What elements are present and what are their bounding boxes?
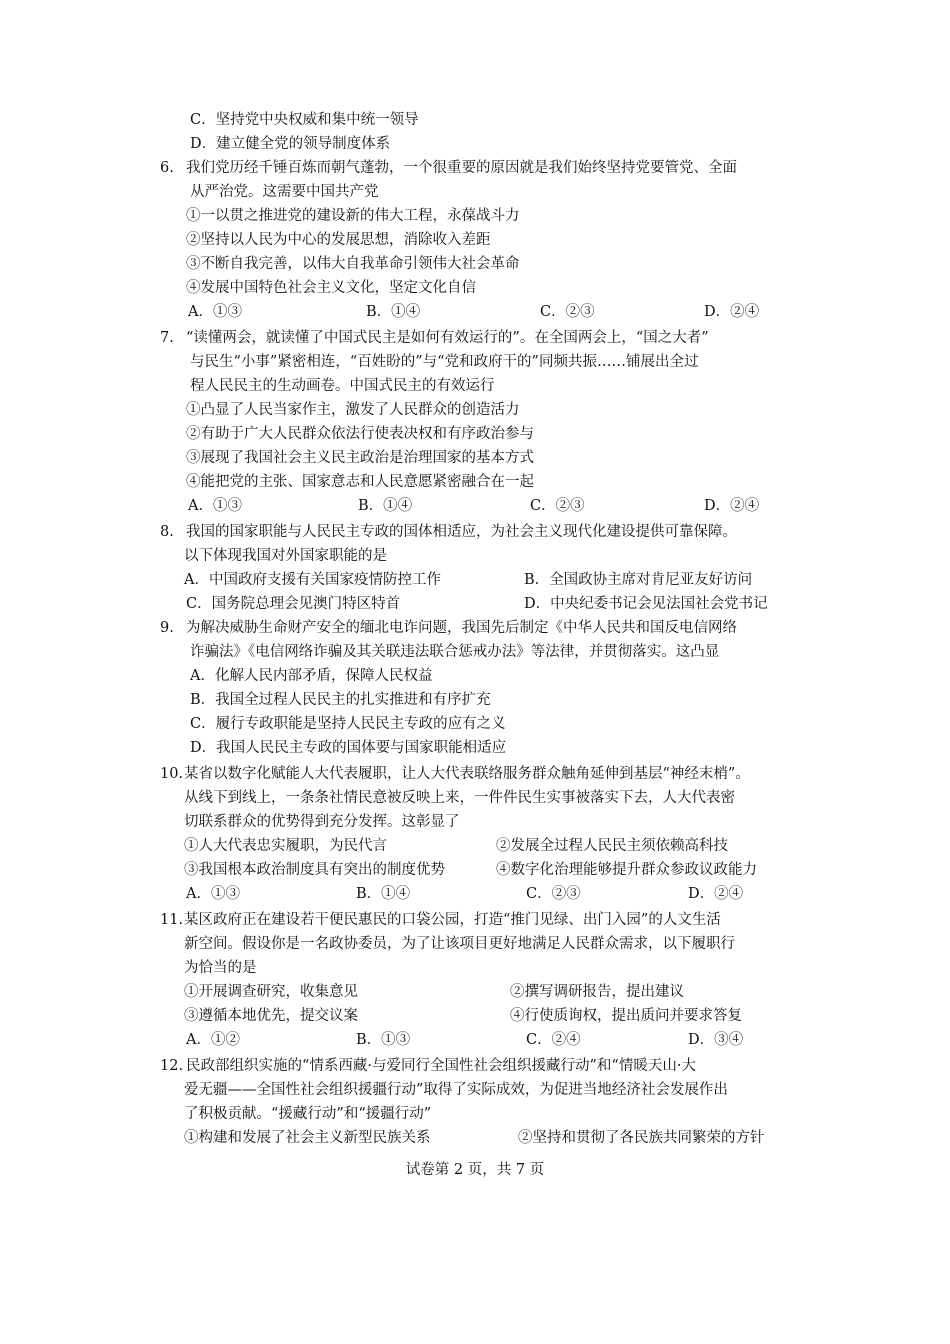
q7-option-c: C．②③ <box>530 498 585 514</box>
q6-number: 6. <box>160 160 174 176</box>
q9-option-c: C．履行专政职能是坚持人民民主专政的应有之义 <box>190 716 506 732</box>
q6-item-4: ④发展中国特色社会主义文化，坚定文化自信 <box>186 280 476 296</box>
q11-item-2: ②撰写调研报告，提出建议 <box>510 984 684 1000</box>
q12-item-1: ①构建和发展了社会主义新型民族关系 <box>184 1130 431 1146</box>
q5-option-c: C．坚持党中央权威和集中统一领导 <box>190 112 419 128</box>
q7-option-d: D．②④ <box>704 498 760 514</box>
q9-stem-line2: 诈骗法》《电信网络诈骗及其关联违法联合惩戒办法》等法律，并贯彻落实。这凸显 <box>190 644 720 660</box>
q8-option-c: C．国务院总理会见澳门特区特首 <box>186 596 401 612</box>
q9-number: 9. <box>160 620 174 636</box>
q8-option-b: B．全国政协主席对肯尼亚友好访问 <box>524 572 753 588</box>
q7-option-a: A．①③ <box>188 498 242 514</box>
q12-stem-line3: 了积极贡献。“援藏行动”和“援疆行动” <box>184 1106 432 1122</box>
q6-stem-line2: 从严治党。这需要中国共产党 <box>190 184 379 200</box>
q5-option-d: D．建立健全党的领导制度体系 <box>190 136 391 152</box>
q7-stem-line3: 程人民民主的生动画卷。中国式民主的有效运行 <box>190 378 495 394</box>
q7-item-1: ①凸显了人民当家作主，激发了人民群众的创造活力 <box>186 402 520 418</box>
q12-item-2: ②坚持和贯彻了各民族共同繁荣的方针 <box>518 1130 765 1146</box>
q10-item-2: ②发展全过程人民民主须依赖高科技 <box>496 838 728 854</box>
q7-stem-line1: “读懂两会，就读懂了中国式民主是如何有效运行的”。在全国两会上，“国之大者” <box>186 330 709 346</box>
q11-stem-line2: 新空间。假设你是一名政协委员，为了让该项目更好地满足人民群众需求，以下履职行 <box>184 936 735 952</box>
q11-stem-line3: 为恰当的是 <box>184 960 257 976</box>
q11-number: 11. <box>160 912 184 928</box>
q11-item-1: ①开展调查研究，收集意见 <box>184 984 358 1000</box>
q6-option-a: A．①③ <box>188 304 242 320</box>
q6-option-b: B．①④ <box>366 304 421 320</box>
q12-stem-line1: 民政部组织实施的“情系西藏·与爱同行全国性社会组织援藏行动”和“情暖天山·大 <box>186 1058 696 1074</box>
q10-option-b: B．①④ <box>356 886 411 902</box>
q8-option-d: D．中央纪委书记会见法国社会党书记 <box>524 596 768 612</box>
q12-number: 12. <box>160 1058 184 1074</box>
q11-stem-line1: 某区政府正在建设若干便民惠民的口袋公园，打造“推门见绿、出门入园”的人文生活 <box>184 912 721 928</box>
q11-option-b: B．①③ <box>356 1032 411 1048</box>
q11-item-4: ④行使质询权，提出质问并要求答复 <box>510 1008 742 1024</box>
q10-stem-line2: 从线下到线上，一条条社情民意被反映上来，一件件民生实事被落实下去，人大代表密 <box>184 790 735 806</box>
q7-number: 7. <box>160 330 174 346</box>
q6-option-c: C．②③ <box>540 304 595 320</box>
q7-item-2: ②有助于广大人民群众依法行使表决权和有序政治参与 <box>186 426 534 442</box>
q12-stem-line2: 爱无疆——全国性社会组织援疆行动”取得了实际成效，为促进当地经济社会发展作出 <box>184 1082 728 1098</box>
q7-item-4: ④能把党的主张、国家意志和人民意愿紧密融合在一起 <box>186 474 534 490</box>
q6-item-3: ③不断自我完善，以伟大自我革命引领伟大社会革命 <box>186 256 520 272</box>
q10-item-1: ①人大代表忠实履职，为民代言 <box>184 838 387 854</box>
q8-stem-line1: 我国的国家职能与人民民主专政的国体相适应，为社会主义现代化建设提供可靠保障。 <box>186 524 737 540</box>
q10-option-c: C．②③ <box>526 886 581 902</box>
q7-stem-line2: 与民生“小事”紧密相连，“百姓盼的”与“党和政府干的”同频共振……铺展出全过 <box>190 354 699 370</box>
q9-stem-line1: 为解决威胁生命财产安全的缅北电诈问题，我国先后制定《中华人民共和国反电信网络 <box>186 620 737 636</box>
q6-stem-line1: 我们党历经千锤百炼而朝气蓬勃，一个很重要的原因就是我们始终坚持党要管党、全面 <box>186 160 737 176</box>
q10-item-3: ③我国根本政治制度具有突出的制度优势 <box>184 862 445 878</box>
q10-stem-line1: 某省以数字化赋能人大代表履职，让人大代表联络服务群众触角延伸到基层“神经末梢”。 <box>184 766 750 782</box>
q11-option-d: D．③④ <box>688 1032 744 1048</box>
q9-option-d: D．我国人民民主专政的国体要与国家职能相适应 <box>190 740 507 756</box>
q8-stem-line2: 以下体现我国对外国家职能的是 <box>184 548 387 564</box>
q10-option-a: A．①③ <box>186 886 240 902</box>
q6-item-2: ②坚持以人民为中心的发展思想，消除收入差距 <box>186 232 491 248</box>
q10-item-4: ④数字化治理能够提升群众参政议政能力 <box>496 862 757 878</box>
q8-option-a: A．中国政府支援有关国家疫情防控工作 <box>184 572 441 588</box>
q9-option-b: B．我国全过程人民民主的扎实推进和有序扩充 <box>190 692 491 708</box>
q11-item-3: ③遵循本地优先，提交议案 <box>184 1008 358 1024</box>
q10-stem-line3: 切联系群众的优势得到充分发挥。这彰显了 <box>184 814 460 830</box>
q6-item-1: ①一以贯之推进党的建设新的伟大工程，永葆战斗力 <box>186 208 520 224</box>
q11-option-c: C．②④ <box>526 1032 581 1048</box>
q11-option-a: A．①② <box>186 1032 240 1048</box>
q10-number: 10. <box>160 766 184 782</box>
q7-option-b: B．①④ <box>358 498 413 514</box>
q10-option-d: D．②④ <box>688 886 744 902</box>
q6-option-d: D．②④ <box>704 304 760 320</box>
page-footer: 试卷第 2 页，共 7 页 <box>405 1162 545 1178</box>
q9-option-a: A．化解人民内部矛盾，保障人民权益 <box>190 668 433 684</box>
q8-number: 8. <box>160 524 174 540</box>
q7-item-3: ③展现了我国社会主义民主政治是治理国家的基本方式 <box>186 450 534 466</box>
